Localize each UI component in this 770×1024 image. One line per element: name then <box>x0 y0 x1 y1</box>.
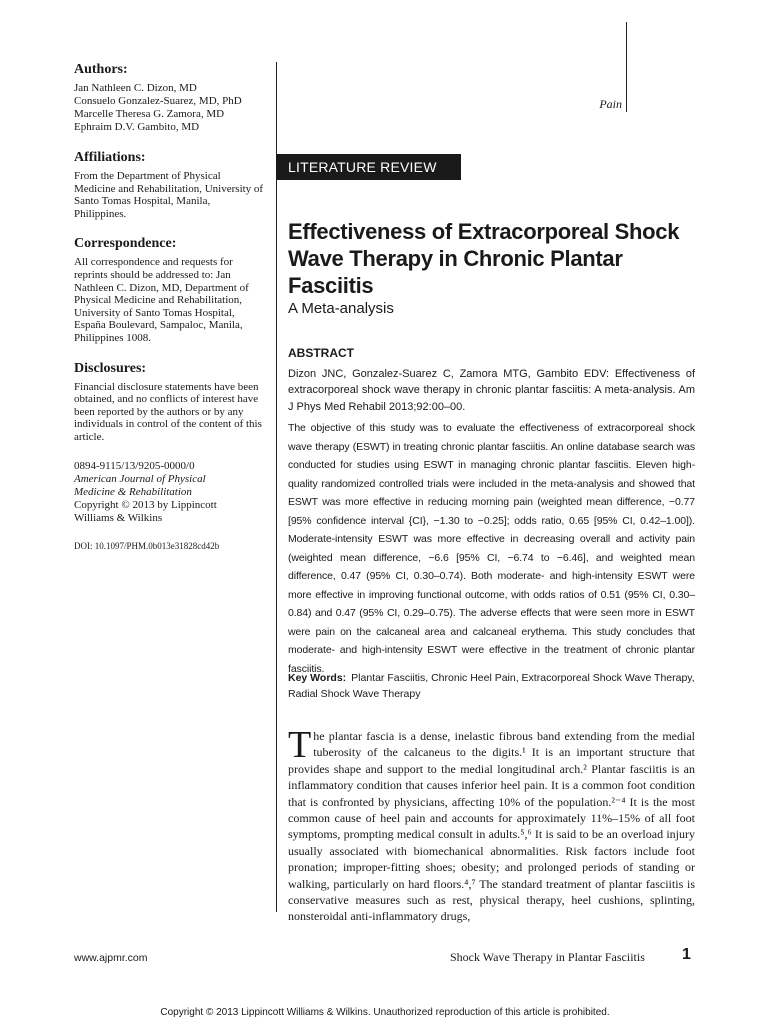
affiliations-heading: Affiliations: <box>74 150 146 165</box>
sidebar <box>74 62 264 551</box>
publication-meta <box>74 460 264 525</box>
author-name: Ephraim D.V. Gambito, MD <box>74 121 200 133</box>
correspondence-heading: Correspondence: <box>74 236 177 252</box>
introduction-paragraph <box>288 724 695 925</box>
keywords-text: Plantar Fasciitis, Chronic Heel Pain, Extracorporeal Shock Wave Therapy, Radial Shock Wave Therapy <box>288 672 695 700</box>
author-name: Consuelo Gonzalez-Suarez, MD, PhD <box>74 95 242 107</box>
introduction-text: he plantar fascia is a dense, inelastic fibrous band extending from the medial tuberosity of the calcaneus to the digits.¹ It is an important structure that provides shape and support to the medial longitudinal arch.² Plantar fasciitis is an inflammatory condition that causes inferior heel pain. It is a common foot condition that is confronted by physicians, affecting 10% of the population.²⁻⁴ It is the most common cause of heel pain and accounts for approximately 11%–15% of all foot symptoms, prompting medical consult in adults.⁵,⁶ It is said to be an overload injury usually associated with biomechanical abnormalities. Risk factors include foot pronation; improper-fitting shoes; obesity; and prolonged periods of standing or walking, particularly on hard floors.⁴,⁷ The standard treatment of plantar fasciitis is conservative measures such as rest, physical therapy, heel cushions, splinting, nonsteroidal anti-inflammatory drugs, <box>288 729 695 924</box>
footer-website: www.ajpmr.com <box>74 952 148 964</box>
abstract-citation: Dizon JNC, Gonzalez-Suarez C, Zamora MTG, Gambito EDV: Effectiveness of extracorporeal shock wave therapy in chronic plantar fasciitis: A meta-analysis. Am J Phys Med Rehabil 2013;92:00–00. <box>288 368 695 413</box>
article-title: Effectiveness of Extracorporeal Shock Wave Therapy in Chronic Plantar Fasciitis <box>288 219 680 298</box>
affiliations-text: From the Department of Physical Medicine and Rehabilitation, University of Santo Tomas Hospital, Manila, Philippines. <box>74 170 264 220</box>
authors-list <box>74 82 264 134</box>
affiliations-block <box>74 150 264 220</box>
page-number: 1 <box>682 946 691 963</box>
copyright-line1: Copyright © 2013 by Lippincott <box>74 498 217 511</box>
running-head: Pain <box>599 97 622 111</box>
abstract-heading: ABSTRACT <box>288 346 354 360</box>
article-subtitle: A Meta-analysis <box>288 300 394 317</box>
footer-short-title: Shock Wave Therapy in Plantar Fasciitis <box>450 950 645 964</box>
keywords <box>288 670 695 702</box>
column-divider-rule <box>276 62 277 912</box>
doi: DOI: 10.1097/PHM.0b013e31828cd42b <box>74 540 220 551</box>
correspondence-text: All correspondence and requests for reprints should be addressed to: Jan Nathleen C. Dizon, MD, Department of Physical Medicine and Rehabilitation, University of Santo Tomas Hospital, España Boulevard, Sampaloc, Manila, Philippines 1008. <box>74 256 249 344</box>
section-label-banner: LITERATURE REVIEW <box>276 154 461 180</box>
author-name: Jan Nathleen C. Dizon, MD <box>74 82 197 94</box>
authors-block <box>74 62 264 134</box>
issn: 0894-9115/13/9205-0000/0 <box>74 459 195 472</box>
drop-cap: T <box>288 724 312 766</box>
journal-name-line2: Medicine & Rehabilitation <box>74 485 192 498</box>
correspondence-block <box>74 236 264 344</box>
disclosures-text: Financial disclosure statements have been obtained, and no conflicts of interest have been reported by the authors or by any individuals in control of the content of this article. <box>74 380 262 443</box>
keywords-label: Key Words: <box>288 672 347 684</box>
header-rule-vertical <box>626 22 627 112</box>
copyright-notice: Copyright © 2013 Lippincott Williams & Wilkins. Unauthorized reproduction of this article is prohibited. <box>160 1007 610 1018</box>
journal-name-line1: American Journal of Physical <box>74 472 206 485</box>
author-name: Marcelle Theresa G. Zamora, MD <box>74 108 225 120</box>
disclosures-block <box>74 361 264 444</box>
copyright-line2: Williams & Wilkins <box>74 511 163 524</box>
disclosures-heading: Disclosures: <box>74 360 147 376</box>
authors-heading: Authors: <box>74 62 128 77</box>
abstract-body: The objective of this study was to evaluate the effectiveness of extracorporeal shock wave therapy (ESWT) in treating chronic plantar fasciitis. An online database search was conducted for studies using ESWT in managing chronic plantar fasciitis. Eleven high-quality randomized controlled trials were included in the meta-analysis and showed that ESWT was more effective in reducing morning pain (weighted mean difference, −0.77 [95% confidence interval {CI}, −1.30 to −0.25]; odds ratio, 0.65 [95% CI, 0.42–1.00]). Moderate-intensity ESWT was more effective in decreasing overall and activity pain (weighted mean difference, −6.6 [95% CI, −6.74 to −6.46], and weighted mean difference, 0.47 (95% CI, 0.30–0.74). Both moderate- and high-intensity ESWT were more effective in improving functional outcome, with odds ratios of 0.51 (95% CI, 0.30–0.84) and 0.47 (95% CI, 0.29–0.75). The adverse effects that were seen more in ESWT were pain on the calcaneal area and calcaneal erythema. This study concludes that moderate- and high-intensity ESWT were effective in the treatment of chronic plantar fasciitis. <box>288 422 695 675</box>
